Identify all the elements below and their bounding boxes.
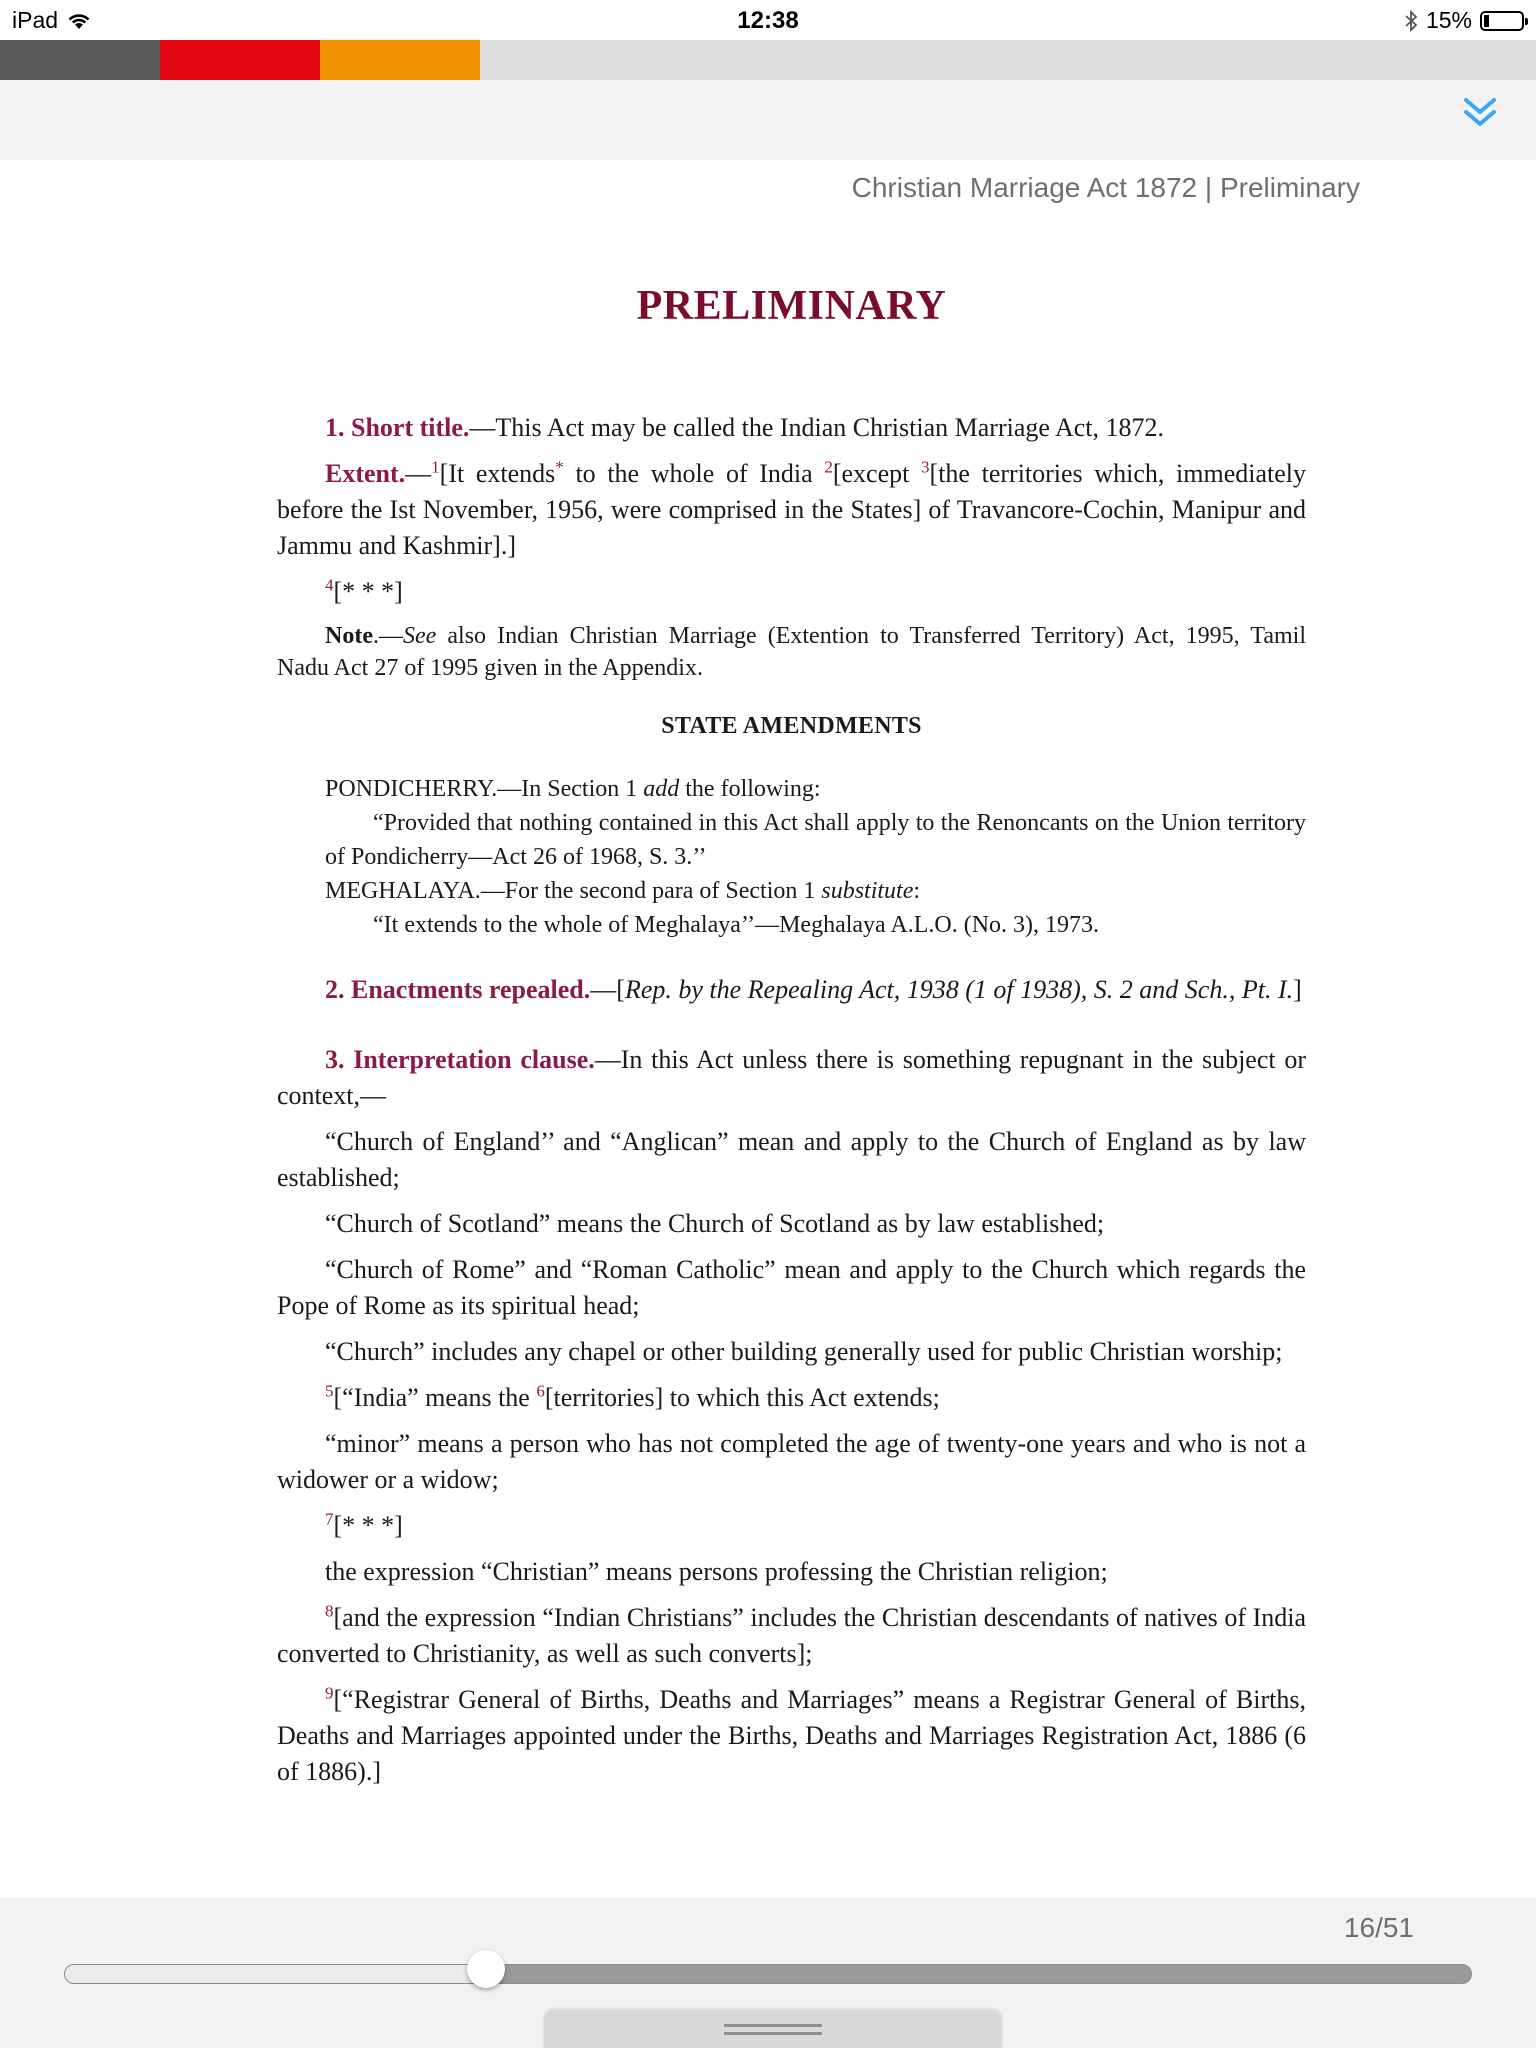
page-indicator: 16/51 [1343, 1912, 1414, 1943]
page-slider-read-portion [65, 1965, 487, 1983]
chevron-double-down-icon[interactable] [1458, 90, 1502, 134]
drawer-handle[interactable] [544, 2010, 1002, 2048]
footnote-ref-2[interactable]: 2 [824, 457, 833, 477]
footnote-ref-1[interactable]: 1 [431, 457, 440, 477]
definition-indian-christians [277, 1600, 1306, 1672]
strip-segment-dark [0, 40, 160, 80]
chapter-title: PRELIMINARY [636, 283, 947, 329]
section-2-bracket-close: ] [1293, 975, 1302, 1004]
status-right [1404, 7, 1524, 34]
definition-church: “Church” includes any chapel or other building generally used for public Christian worship; [325, 1337, 1283, 1366]
meghalaya-quote: “It extends to the whole of Meghalaya’’—Meghalaya A.L.O. (No. 3), 1973. [373, 912, 1100, 938]
section-1-heading: 1. Short title. [325, 413, 470, 442]
omission-4 [277, 574, 1306, 610]
pondicherry-amendment [325, 772, 1306, 806]
pondicherry-add: add [643, 776, 680, 802]
clock: 12:38 [737, 7, 799, 34]
extent-text-a: [It extends [439, 459, 556, 488]
pondicherry-text-b: the following: [679, 776, 821, 802]
pondicherry-text-a: PONDICHERRY.—In Section 1 [325, 776, 644, 802]
section-1-extent [277, 456, 1306, 564]
definition-registrar-general [277, 1682, 1306, 1790]
footnote-ref-4[interactable]: 4 [325, 575, 334, 595]
meghalaya-text-a: MEGHALAYA.—For the second para of Section 1 [325, 878, 822, 904]
page-slider-thumb[interactable] [467, 1950, 505, 1988]
footnote-ref-8[interactable]: 8 [325, 1601, 334, 1621]
note-dash: .— [372, 623, 403, 649]
definition-indian-christians-text: [and the expression “Indian Christians” includes the Christian descendants of natives of India converted to Christianity, as well as such converts]; [277, 1603, 1306, 1668]
grip-line-bottom [724, 2032, 822, 2035]
definition-india-text-a: [“India” means the [333, 1383, 537, 1412]
section-3-heading: 3. Interpretation clause. [325, 1045, 595, 1074]
footnote-ref-star[interactable]: * [555, 457, 564, 477]
battery-icon [1480, 11, 1524, 31]
section-2-enactments-repealed [277, 972, 1306, 1008]
extent-dash: — [405, 459, 432, 488]
section-1-short-title [277, 410, 1306, 446]
extent-heading: Extent. [325, 459, 406, 488]
definition-church-of-rome: “Church of Rome” and “Roman Catholic” mean and apply to the Church which regards the Pope of Rome as its spiritual head; [277, 1255, 1306, 1320]
definition-christian: the expression “Christian” means persons professing the Christian religion; [325, 1557, 1108, 1586]
footnote-ref-3[interactable]: 3 [921, 457, 930, 477]
note-see: See [402, 623, 437, 649]
state-amendments-heading: STATE AMENDMENTS [661, 713, 922, 739]
reader-toolbar [0, 80, 1536, 160]
note-text: also Indian Christian Marriage (Extention to Transferred Territory) Act, 1995, Tamil Nadu Act 27 of 1995 given in the Appendix. [277, 623, 1306, 681]
pondicherry-quote: “Provided that nothing contained in this Act shall apply to the Renoncants on the Union territory of Pondicherry—Act 26 of 1968, S. 3.’’ [325, 810, 1306, 870]
extent-text-b: to the whole of India [563, 459, 825, 488]
section-2-repeal-text: Rep. by the Repealing Act, 1938 (1 of 1938), S. 2 and Sch., Pt. I. [624, 975, 1294, 1004]
page-content [277, 276, 1306, 1790]
extent-text-c: [except [832, 459, 922, 488]
footnote-ref-6[interactable]: 6 [536, 1381, 545, 1401]
battery-fill [1484, 15, 1489, 27]
device-name: iPad [12, 7, 59, 33]
section-3-text: —In this Act unless there is something repugnant in the subject or context,— [277, 1045, 1306, 1110]
note-heading: Note [325, 623, 373, 649]
section-2-heading: 2. Enactments repealed. [325, 975, 591, 1004]
progress-strip [0, 40, 1536, 80]
definition-church-of-england: “Church of England’’ and “Anglican” mean and apply to the Church of England as by law established; [277, 1127, 1306, 1192]
strip-segment-orange [320, 40, 480, 80]
page-navigator [0, 1898, 1536, 2048]
extent-text-d: [the territories which, immediately before the Ist November, 1956, were comprised in the States] of Travancore-Cochin, Manipur and Jammu and Kashmir].] [277, 459, 1306, 560]
section-3-interpretation [277, 1042, 1306, 1114]
meghalaya-text-b: : [913, 878, 921, 904]
footnote-ref-9[interactable]: 9 [325, 1683, 334, 1703]
running-header: Christian Marriage Act 1872 | Preliminary [851, 172, 1360, 203]
footnote-ref-5[interactable]: 5 [325, 1381, 334, 1401]
meghalaya-substitute: substitute [821, 878, 914, 904]
section-2-bracket-open: —[ [590, 975, 625, 1004]
definition-india-text-b: [territories] to which this Act extends; [544, 1383, 940, 1412]
omission-7 [277, 1508, 1306, 1544]
note-paragraph [277, 620, 1306, 684]
meghalaya-amendment [325, 874, 1306, 908]
omission-4-text: [* * *] [333, 577, 403, 606]
grip-line-top [724, 2024, 822, 2027]
section-1-text: —This Act may be called the Indian Christian Marriage Act, 1872. [469, 413, 1165, 442]
omission-7-text: [* * *] [333, 1511, 403, 1540]
strip-segment-red [160, 40, 320, 80]
status-bar [0, 0, 1536, 40]
definition-minor: “minor” means a person who has not completed the age of twenty-one years and who is not a widower or a widow; [277, 1429, 1306, 1494]
definition-registrar-general-text: [“Registrar General of Births, Deaths and Marriages” means a Registrar General of Births, Deaths and Marriages appointed under the Births, Deaths and Marriages Registration Act, 1886 (6 of 1886).] [277, 1685, 1306, 1786]
page-slider[interactable] [64, 1964, 1472, 1984]
state-amendments [325, 772, 1306, 942]
footnote-ref-7[interactable]: 7 [325, 1509, 334, 1529]
battery-percent: 15% [1425, 7, 1472, 33]
definition-india [277, 1380, 1306, 1416]
bluetooth-icon [1404, 10, 1418, 32]
definition-church-of-scotland: “Church of Scotland” means the Church of Scotland as by law established; [325, 1209, 1105, 1238]
